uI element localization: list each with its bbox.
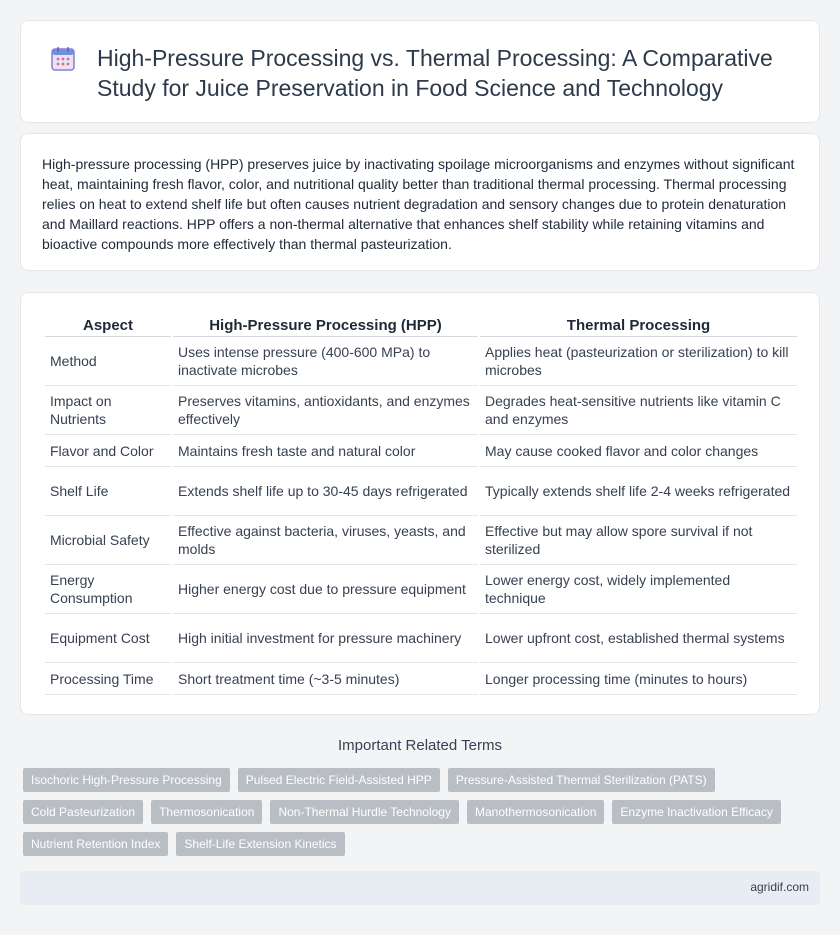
thermal-cell: Degrades heat-sensitive nutrients like vitamin C and enzymes bbox=[480, 386, 797, 435]
table-row bbox=[45, 337, 797, 386]
table-row bbox=[45, 516, 797, 565]
title-card bbox=[20, 20, 820, 123]
related-term-tag[interactable]: Pressure-Assisted Thermal Sterilization (PATS) bbox=[448, 768, 715, 792]
table-row bbox=[45, 663, 797, 695]
aspect-cell: Processing Time bbox=[45, 663, 171, 695]
aspect-cell: Flavor and Color bbox=[45, 435, 171, 467]
column-header-thermal: Thermal Processing bbox=[480, 316, 797, 337]
related-term-tag[interactable]: Shelf-Life Extension Kinetics bbox=[176, 832, 344, 856]
thermal-cell: Lower energy cost, widely implemented technique bbox=[480, 565, 797, 614]
thermal-cell: Lower upfront cost, established thermal systems bbox=[480, 614, 797, 663]
aspect-cell: Equipment Cost bbox=[45, 614, 171, 663]
related-terms-heading: Important Related Terms bbox=[338, 737, 502, 754]
aspect-cell: Microbial Safety bbox=[45, 516, 171, 565]
calendar-icon bbox=[50, 46, 76, 72]
hpp-cell: Maintains fresh taste and natural color bbox=[173, 435, 478, 467]
thermal-cell: Applies heat (pasteurization or sterilization) to kill microbes bbox=[480, 337, 797, 386]
related-term-tag[interactable]: Thermosonication bbox=[151, 800, 262, 824]
hpp-cell: High initial investment for pressure machinery bbox=[173, 614, 478, 663]
table-row bbox=[45, 467, 797, 516]
table-row bbox=[45, 614, 797, 663]
table-row bbox=[45, 565, 797, 614]
related-term-tag[interactable]: Isochoric High-Pressure Processing bbox=[23, 768, 230, 792]
related-term-tag[interactable]: Nutrient Retention Index bbox=[23, 832, 168, 856]
hpp-cell: Preserves vitamins, antioxidants, and enzymes effectively bbox=[173, 386, 478, 435]
footer-site-link[interactable]: agridif.com bbox=[750, 880, 809, 894]
thermal-cell: Typically extends shelf life 2-4 weeks refrigerated bbox=[480, 467, 797, 516]
thermal-cell: Longer processing time (minutes to hours) bbox=[480, 663, 797, 695]
table-row bbox=[45, 435, 797, 467]
hpp-cell: Effective against bacteria, viruses, yeasts, and molds bbox=[173, 516, 478, 565]
column-header-aspect: Aspect bbox=[45, 316, 171, 337]
hpp-cell: Higher energy cost due to pressure equipment bbox=[173, 565, 478, 614]
hpp-cell: Short treatment time (~3-5 minutes) bbox=[173, 663, 478, 695]
aspect-cell: Shelf Life bbox=[45, 467, 171, 516]
related-term-tag[interactable]: Non-Thermal Hurdle Technology bbox=[270, 800, 459, 824]
related-terms-list bbox=[23, 768, 813, 856]
summary-card bbox=[20, 133, 820, 271]
thermal-cell: May cause cooked flavor and color changes bbox=[480, 435, 797, 467]
summary-text: High-pressure processing (HPP) preserves juice by inactivating spoilage microorganisms and enzymes without significant heat, maintaining fresh flavor, color, and nutritional quality better than traditional thermal processing. Thermal processing relies on heat to extend shelf life but often causes nutrient degradation and sensory changes due to protein denaturation and Maillard reactions. HPP offers a non-thermal alternative that enhances shelf stability while retaining vitamins and bioactive compounds more effectively than thermal pasteurization. bbox=[42, 156, 795, 252]
related-term-tag[interactable]: Cold Pasteurization bbox=[23, 800, 143, 824]
table-header-row bbox=[45, 316, 797, 337]
hpp-cell: Uses intense pressure (400-600 MPa) to inactivate microbes bbox=[173, 337, 478, 386]
page-title: High-Pressure Processing vs. Thermal Processing: A Comparative Study for Juice Preservation in Food Science and Technology bbox=[97, 45, 773, 101]
related-term-tag[interactable]: Manothermosonication bbox=[467, 800, 604, 824]
related-term-tag[interactable]: Enzyme Inactivation Efficacy bbox=[612, 800, 781, 824]
hpp-cell: Extends shelf life up to 30-45 days refrigerated bbox=[173, 467, 478, 516]
comparison-table-card bbox=[20, 292, 820, 715]
related-term-tag[interactable]: Pulsed Electric Field-Assisted HPP bbox=[238, 768, 440, 792]
thermal-cell: Effective but may allow spore survival if not sterilized bbox=[480, 516, 797, 565]
comparison-table bbox=[43, 316, 799, 695]
column-header-hpp: High-Pressure Processing (HPP) bbox=[173, 316, 478, 337]
aspect-cell: Energy Consumption bbox=[45, 565, 171, 614]
table-row bbox=[45, 386, 797, 435]
aspect-cell: Impact on Nutrients bbox=[45, 386, 171, 435]
aspect-cell: Method bbox=[45, 337, 171, 386]
footer bbox=[20, 871, 820, 905]
